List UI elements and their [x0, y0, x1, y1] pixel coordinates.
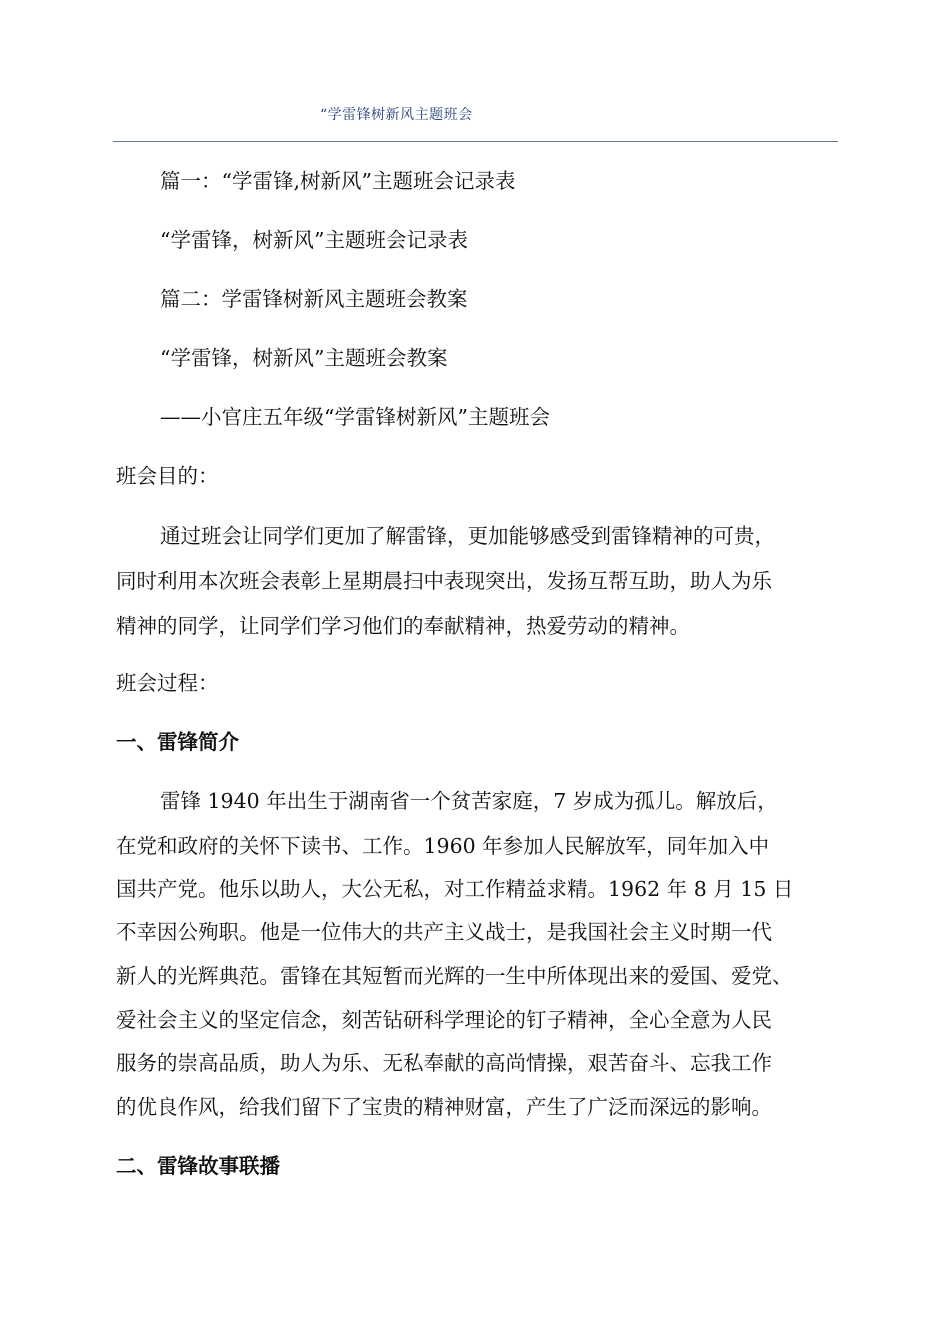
intro-paragraph-line: 服务的崇高品质，助人为乐、无私奉献的高尚情操，艰苦奋斗、忘我工作 — [116, 1051, 772, 1075]
section-label-purpose: 班会目的： — [116, 464, 219, 488]
section-label-process: 班会过程： — [116, 671, 219, 695]
intro-paragraph-line: 国共产党。他乐以助人，大公无私，对工作精益求精。1962 年 8 月 15 日 — [116, 877, 794, 901]
heading-lei-feng-intro: 一、雷锋简介 — [116, 730, 239, 754]
article-title-1: 篇一：“学雷锋,树新风”主题班会记录表 — [160, 169, 516, 193]
purpose-paragraph-line: 精神的同学，让同学们学习他们的奉献精神，热爱劳动的精神。 — [116, 614, 690, 638]
header-divider — [113, 141, 838, 142]
intro-paragraph-line: 爱社会主义的坚定信念，刻苦钻研科学理论的钉子精神，全心全意为人民 — [116, 1008, 772, 1032]
article-title-2: 篇二：学雷锋树新风主题班会教案 — [160, 287, 468, 311]
table-title-1: “学雷锋，树新风”主题班会记录表 — [160, 228, 468, 252]
intro-paragraph-line: 雷锋 1940 年出生于湖南省一个贫苦家庭，7 岁成为孤儿。解放后， — [160, 789, 778, 813]
lesson-plan-title: “学雷锋，树新风”主题班会教案 — [160, 346, 448, 370]
running-header: “学雷锋树新风主题班会 — [320, 107, 473, 123]
intro-paragraph-line: 在党和政府的关怀下读书、工作。1960 年参加人民解放军，同年加入中 — [116, 834, 770, 858]
intro-paragraph-line: 不幸因公殉职。他是一位伟大的共产主义战士，是我国社会主义时期一代 — [116, 920, 772, 944]
intro-paragraph-line: 的优良作风，给我们留下了宝贵的精神财富，产生了广泛而深远的影响。 — [116, 1095, 772, 1119]
heading-lei-feng-stories: 二、雷锋故事联播 — [116, 1154, 280, 1178]
intro-paragraph-line: 新人的光辉典范。雷锋在其短暂而光辉的一生中所体现出来的爱国、爱党、 — [116, 964, 793, 988]
purpose-paragraph-line: 同时利用本次班会表彰上星期晨扫中表现突出，发扬互帮互助，助人为乐 — [116, 569, 772, 593]
lesson-plan-subtitle: ——小官庄五年级“学雷锋树新风”主题班会 — [160, 405, 550, 429]
purpose-paragraph-line: 通过班会让同学们更加了解雷锋，更加能够感受到雷锋精神的可贵， — [160, 524, 775, 548]
